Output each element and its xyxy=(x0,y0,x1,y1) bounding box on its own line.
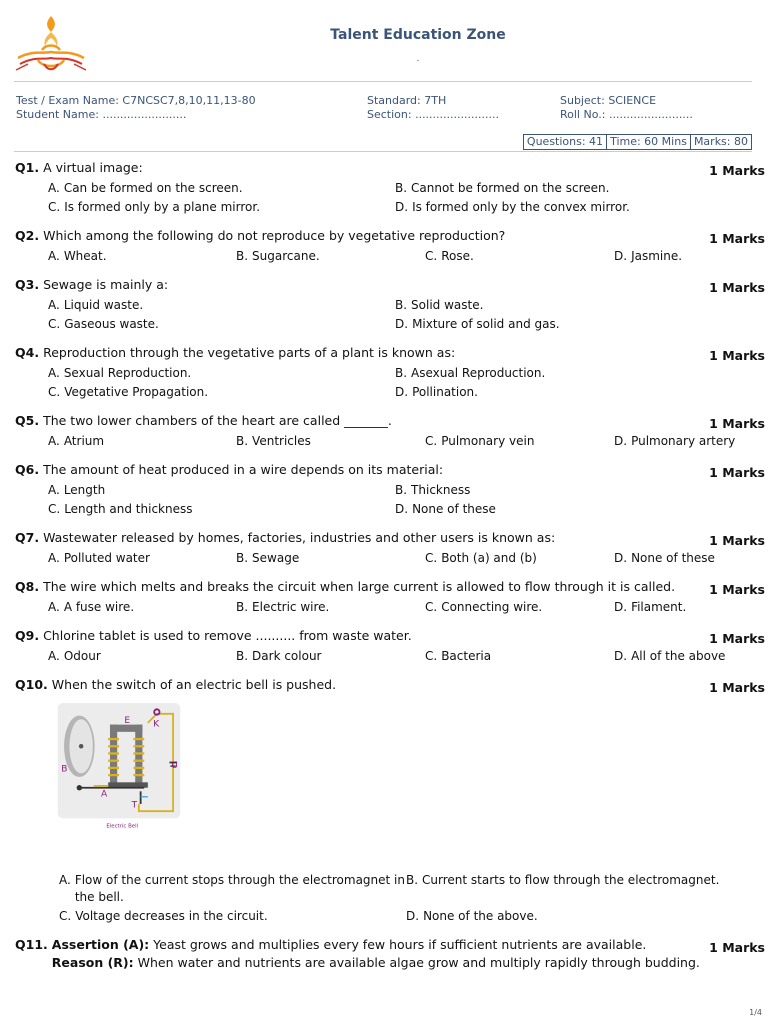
option-c: C. Pulmonary vein xyxy=(425,434,535,448)
question-text: Wastewater released by homes, factories, industries and other users is known as: xyxy=(43,530,556,545)
question-number: Q7. xyxy=(15,530,40,545)
question-1 xyxy=(15,159,765,216)
option-a: A. Flow of the current stops through the electromagnet in the bell. xyxy=(59,873,405,904)
option-d: D. Pollination. xyxy=(395,385,478,399)
option-c: C. Connecting wire. xyxy=(425,600,543,614)
option-b: B. Thickness xyxy=(395,483,471,497)
option-a: A. Sexual Reproduction. xyxy=(48,366,192,380)
option-d: D. Pulmonary artery xyxy=(614,434,736,448)
options xyxy=(15,248,765,265)
label-k: K xyxy=(153,719,160,730)
option-a: A. Atrium xyxy=(48,434,105,448)
option-b: B. Dark colour xyxy=(236,649,322,663)
question-marks: 1 Marks xyxy=(709,465,765,480)
question-marks: 1 Marks xyxy=(709,416,765,431)
section: Section: ........................ xyxy=(367,108,499,121)
electric-bell-diagram xyxy=(51,703,187,831)
options xyxy=(15,482,765,518)
question-number: Q9. xyxy=(15,628,40,643)
reason: Reason (R): When water and nutrients are available algae grow and multiply rapidly through budding. xyxy=(51,955,700,970)
stats-divider xyxy=(14,151,752,152)
question-marks: 1 Marks xyxy=(709,631,765,646)
time-limit: Time: 60 Mins xyxy=(606,134,690,150)
options xyxy=(15,648,765,665)
question-number: Q11. xyxy=(15,937,48,952)
question-number: Q1. xyxy=(15,160,40,175)
assertion: Assertion (A): Yeast grows and multiplies every few hours if sufficient nutrients are available. xyxy=(51,937,647,952)
subject: Subject: SCIENCE xyxy=(560,94,657,107)
question-marks: 1 Marks xyxy=(709,680,765,695)
question-text: Sewage is mainly a: xyxy=(43,277,169,292)
figure-caption: Electric Bell xyxy=(106,823,139,830)
option-c: C. Rose. xyxy=(425,249,474,263)
option-c: C. Voltage decreases in the circuit. xyxy=(59,909,268,923)
option-d: D. None of the above. xyxy=(406,909,538,923)
meta-right xyxy=(560,94,693,122)
question-marks: 1 Marks xyxy=(709,348,765,363)
option-a: A. Wheat. xyxy=(48,249,107,263)
question-3 xyxy=(15,276,765,333)
meta-left xyxy=(16,94,256,122)
options xyxy=(15,872,765,925)
question-list xyxy=(15,159,765,983)
standard: Standard: 7TH xyxy=(367,94,447,107)
question-7 xyxy=(15,529,765,567)
option-a: A. Length xyxy=(48,483,106,497)
question-5 xyxy=(15,412,765,450)
exam-stats xyxy=(523,134,752,150)
options xyxy=(15,297,765,333)
options xyxy=(15,180,765,216)
question-2 xyxy=(15,227,765,265)
options xyxy=(15,550,765,567)
option-b: B. Ventricles xyxy=(236,434,311,448)
option-c: C. Is formed only by a plane mirror. xyxy=(48,200,261,214)
option-b: B. Sewage xyxy=(236,551,300,565)
question-text: Which among the following do not reproduce by vegetative reproduction? xyxy=(43,228,506,243)
option-c: C. Length and thickness xyxy=(48,502,193,516)
question-marks: 1 Marks xyxy=(709,533,765,548)
question-marks: 1 Marks xyxy=(709,582,765,597)
option-d: D. Filament. xyxy=(614,600,687,614)
meta-middle xyxy=(367,94,499,122)
school-name: Talent Education Zone xyxy=(330,27,506,43)
option-d: D. Is formed only by the convex mirror. xyxy=(395,200,630,214)
header-dot: . xyxy=(416,54,420,64)
question-text: When the switch of an electric bell is pushed. xyxy=(51,677,337,692)
question-8 xyxy=(15,578,765,616)
option-a: A. Can be formed on the screen. xyxy=(48,181,243,195)
question-11 xyxy=(15,936,765,972)
option-a: A. A fuse wire. xyxy=(48,600,135,614)
question-number: Q8. xyxy=(15,579,40,594)
option-d: D. None of these xyxy=(395,502,496,516)
question-number: Q2. xyxy=(15,228,40,243)
question-number: Q6. xyxy=(15,462,40,477)
option-c: C. Bacteria xyxy=(425,649,492,663)
option-c: C. Vegetative Propagation. xyxy=(48,385,209,399)
label-e: E xyxy=(124,715,131,726)
header-divider xyxy=(14,81,752,82)
question-marks: 1 Marks xyxy=(709,940,765,955)
question-marks: 1 Marks xyxy=(709,280,765,295)
student-name: Student Name: ........................ xyxy=(16,108,187,121)
option-a: A. Polluted water xyxy=(48,551,150,565)
label-b: B xyxy=(61,764,68,775)
question-text: The two lower chambers of the heart are called _______. xyxy=(43,413,392,428)
option-a: A. Odour xyxy=(48,649,101,663)
roll-no: Roll No.: ........................ xyxy=(560,108,693,121)
option-c: C. Gaseous waste. xyxy=(48,317,159,331)
question-number: Q3. xyxy=(15,277,40,292)
question-text: The wire which melts and breaks the circuit when large current is allowed to flow through it is called. xyxy=(43,579,676,594)
options xyxy=(15,433,765,450)
option-b: B. Solid waste. xyxy=(395,298,484,312)
options xyxy=(15,599,765,616)
options xyxy=(15,365,765,401)
question-number: Q5. xyxy=(15,413,40,428)
test-name: Test / Exam Name: C7NCSC7,8,10,11,13-80 xyxy=(16,94,256,107)
question-marks: 1 Marks xyxy=(709,163,765,178)
question-marks: 1 Marks xyxy=(709,231,765,246)
label-a: A xyxy=(100,789,108,800)
school-logo xyxy=(14,14,88,74)
option-b: B. Cannot be formed on the screen. xyxy=(395,181,610,195)
question-text: The amount of heat produced in a wire depends on its material: xyxy=(43,462,444,477)
label-t: T xyxy=(131,800,138,811)
option-d: D. None of these xyxy=(614,551,715,565)
question-4 xyxy=(15,344,765,401)
option-d: D. All of the above xyxy=(614,649,726,663)
question-number: Q4. xyxy=(15,345,40,360)
option-b: B. Electric wire. xyxy=(236,600,330,614)
page-number: 1/4 xyxy=(749,1008,762,1017)
total-marks: Marks: 80 xyxy=(690,134,752,150)
label-u: U xyxy=(171,760,178,771)
question-text: Chlorine tablet is used to remove .......... from waste water. xyxy=(43,628,412,643)
option-d: D. Mixture of solid and gas. xyxy=(395,317,560,331)
option-d: D. Jasmine. xyxy=(614,249,683,263)
question-text: A virtual image: xyxy=(43,160,143,175)
option-b: B. Sugarcane. xyxy=(236,249,320,263)
question-10 xyxy=(15,676,765,925)
option-b: B. Asexual Reproduction. xyxy=(395,366,546,380)
question-text: Reproduction through the vegetative parts of a plant is known as: xyxy=(43,345,456,360)
option-c: C. Both (a) and (b) xyxy=(425,551,537,565)
question-count: Questions: 41 xyxy=(523,134,606,150)
question-6 xyxy=(15,461,765,518)
option-b: B. Current starts to flow through the electromagnet. xyxy=(406,873,720,887)
question-9 xyxy=(15,627,765,665)
question-number: Q10. xyxy=(15,677,48,692)
option-a: A. Liquid waste. xyxy=(48,298,144,312)
